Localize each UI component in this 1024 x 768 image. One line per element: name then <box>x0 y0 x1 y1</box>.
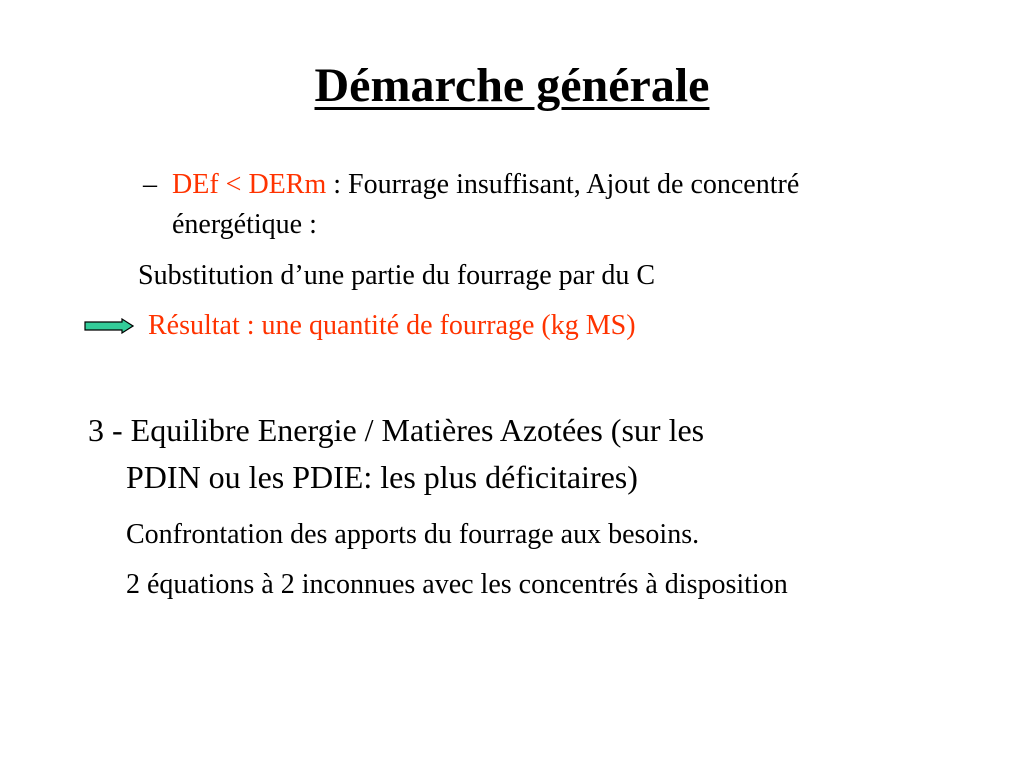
right-arrow-icon <box>84 318 134 334</box>
slide-title <box>0 56 1024 116</box>
slide-title-text: Démarche générale <box>314 59 710 112</box>
bullet-text: : Fourrage insuffisant, Ajout de concentré <box>326 169 800 200</box>
section3-line1: 3 - Equilibre Energie / Matières Azotées (sur les <box>88 412 705 448</box>
bullet-line <box>172 168 799 202</box>
substitution-text: Substitution d’une partie du fourrage par du C <box>138 260 656 291</box>
bullet-dash: – <box>143 169 157 200</box>
bullet-highlight: DEf < DERm <box>172 169 327 200</box>
result-text: Résultat : une quantité de fourrage (kg MS) <box>148 310 636 341</box>
confrontation-text: Confrontation des apports du fourrage aux besoins. <box>126 519 700 550</box>
bullet-continuation: énergétique : <box>172 209 317 240</box>
section3-line2: PDIN ou les PDIE: les plus déficitaires) <box>126 459 638 495</box>
equations-text: 2 équations à 2 inconnues avec les concentrés à disposition <box>126 569 788 600</box>
